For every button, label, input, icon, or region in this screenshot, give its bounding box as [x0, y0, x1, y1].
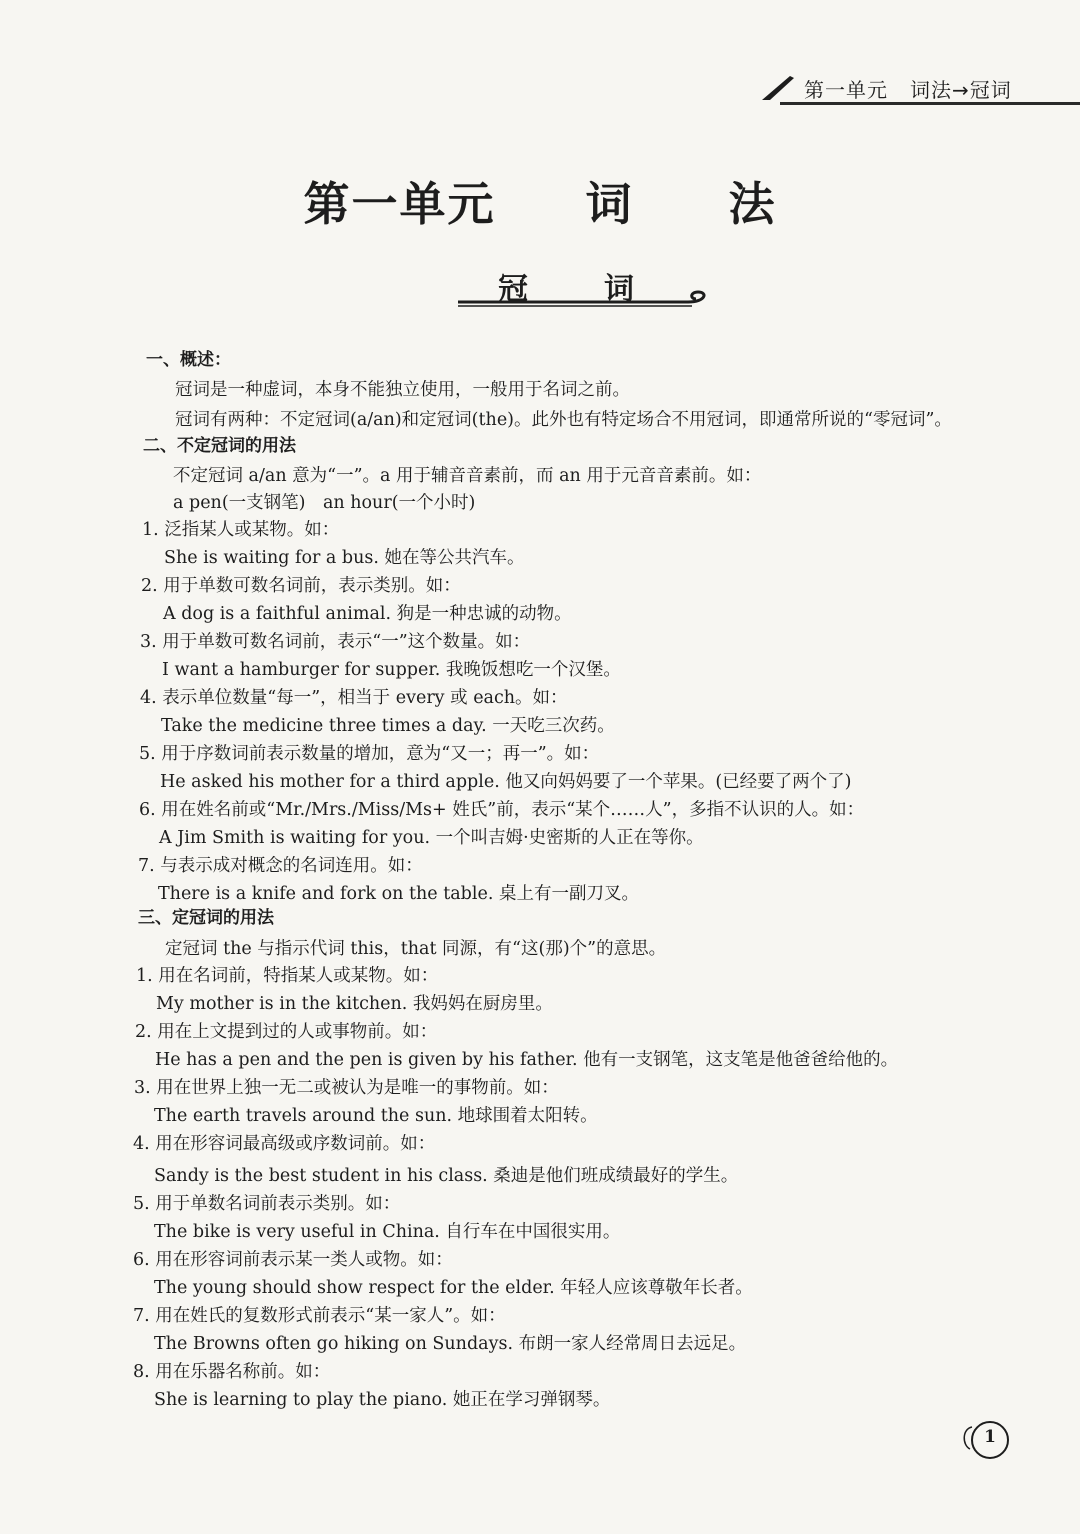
- rule-item: 2. 用在上文提到过的人或事物前。如：: [135, 1022, 438, 1042]
- heading-definite-article: 三、定冠词的用法: [138, 908, 274, 928]
- page-number: 1: [984, 1427, 996, 1447]
- paragraph: 冠词有两种：不定冠词(a/an)和定冠词(the)。此外也有特定场合不用冠词，即通常所说的“零冠词”。: [175, 410, 952, 430]
- chapter-title-word1: 词: [585, 177, 634, 231]
- example-line: My mother is in the kitchen. 我妈妈在厨房里。: [156, 994, 553, 1014]
- example-line: The young should show respect for the elder. 年轻人应该尊敬年长者。: [154, 1278, 753, 1298]
- running-header-topic: 词法→冠词: [910, 78, 1012, 102]
- example-line: a pen(一支钢笔) an hour(一个小时): [173, 493, 476, 513]
- chapter-title-unit: 第一单元: [303, 177, 496, 231]
- rule-item: 5. 用于序数词前表示数量的增加，意为“又一；再一”。如：: [139, 744, 600, 764]
- example-line: The Browns often go hiking on Sundays. 布朗一家人经常周日去远足。: [154, 1334, 747, 1354]
- example-line: The earth travels around the sun. 地球围着太阳转。: [154, 1106, 598, 1126]
- heading-indefinite-article: 二、不定冠词的用法: [143, 436, 296, 456]
- page-number-badge: [958, 1415, 1014, 1463]
- example-line: I want a hamburger for supper. 我晚饭想吃一个汉堡。: [162, 660, 621, 680]
- heading-overview: 一、概述：: [146, 350, 231, 370]
- example-line: She is learning to play the piano. 她正在学习弹钢琴。: [154, 1390, 611, 1410]
- rule-item: 3. 用于单数可数名词前，表示“一”这个数量。如：: [140, 632, 531, 652]
- rule-item: 2. 用于单数可数名词前，表示类别。如：: [141, 576, 461, 596]
- example-line: There is a knife and fork on the table. 桌上有一副刀叉。: [158, 884, 639, 904]
- rule-item: 4. 用在形容词最高级或序数词前。如：: [133, 1134, 436, 1154]
- example-line: The bike is very useful in China. 自行车在中国很实用。: [154, 1222, 621, 1242]
- rule-item: 4. 表示单位数量“每一”，相当于 every 或 each。如：: [140, 688, 568, 708]
- rule-item: 7. 用在姓氏的复数形式前表示“某一家人”。如：: [133, 1306, 506, 1326]
- rule-item: 1. 用在名词前，特指某人或某物。如：: [136, 966, 439, 986]
- example-line: He asked his mother for a third apple. 他又向妈妈要了一个苹果。(已经要了两个了): [160, 772, 852, 792]
- example-line: He has a pen and the pen is given by his father. 他有一支钢笔，这支笔是他爸爸给他的。: [155, 1050, 899, 1070]
- rule-item: 7. 与表示成对概念的名词连用。如：: [138, 856, 423, 876]
- chapter-title-word2: 法: [728, 177, 777, 231]
- paragraph: 冠词是一种虚词，本身不能独立使用，一般用于名词之前。: [175, 380, 630, 400]
- rule-item: 8. 用在乐器名称前。如：: [133, 1362, 331, 1382]
- section-title-char2: 词: [604, 272, 634, 307]
- paragraph: 不定冠词 a/an 意为“一”。a 用于辅音音素前，而 an 用于元音音素前。如：: [173, 466, 762, 486]
- rule-item: 3. 用在世界上独一无二或被认为是唯一的事物前。如：: [134, 1078, 559, 1098]
- paragraph: 定冠词 the 与指示代词 this，that 同源，有“这(那)个”的意思。: [165, 939, 667, 959]
- example-line: Take the medicine three times a day. 一天吃三次药。: [161, 716, 615, 736]
- rule-item: 1. 泛指某人或某物。如：: [142, 520, 340, 540]
- section-title-char1: 冠: [498, 272, 528, 307]
- rule-item: 5. 用于单数名词前表示类别。如：: [133, 1194, 401, 1214]
- rule-item: 6. 用在形容词前表示某一类人或物。如：: [133, 1250, 453, 1270]
- running-header-unit: 第一单元: [804, 78, 888, 102]
- example-line: She is waiting for a bus. 她在等公共汽车。: [164, 548, 525, 568]
- example-line: A dog is a faithful animal. 狗是一种忠诚的动物。: [163, 604, 572, 624]
- example-line: A Jim Smith is waiting for you. 一个叫吉姆·史密斯的人正在等你。: [159, 828, 704, 848]
- example-line: Sandy is the best student in his class. 桑迪是他们班成绩最好的学生。: [154, 1166, 739, 1186]
- rule-item: 6. 用在姓名前或“Mr./Mrs./Miss/Ms+ 姓氏”前，表示“某个……人”，多指不认识的人。如：: [139, 800, 865, 820]
